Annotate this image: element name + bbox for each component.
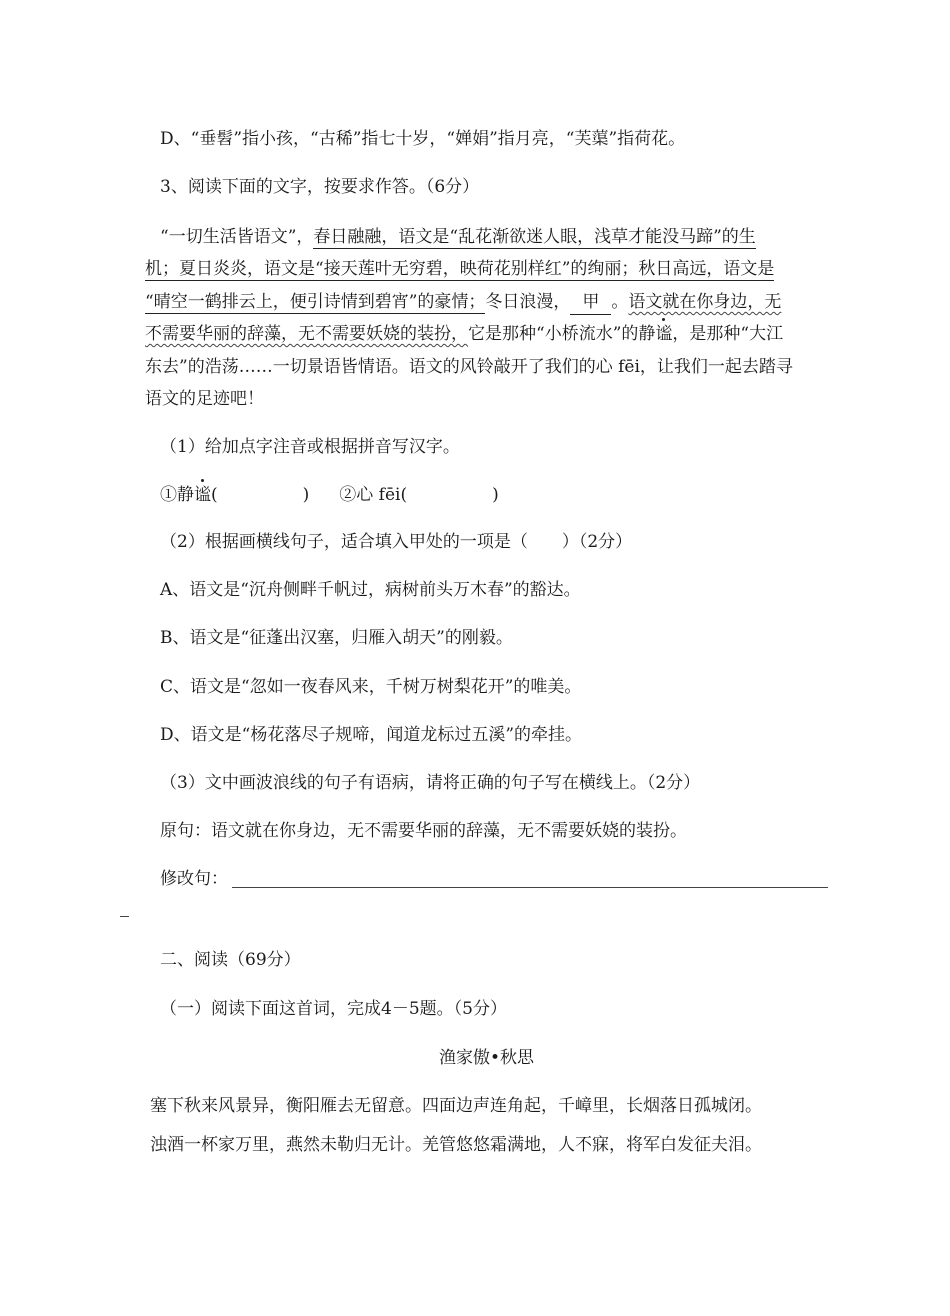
blank-jia[interactable]: 甲 — [570, 290, 611, 315]
option-d: D、语文是“杨花落尽子规啼，闻道龙标过五溪”的牵挂。 — [160, 725, 583, 745]
revised-sentence-answer-line[interactable] — [232, 887, 828, 888]
sub-question-1-prompt: （1）给加点字注音或根据拼音写汉字。 — [160, 437, 460, 457]
underlined-sentence: 春日融融，语文是“乱花渐欲迷人眼，浅草才能没马蹄”的生 — [313, 227, 756, 247]
passage-line-2 — [145, 257, 774, 281]
revised-sentence-answer-line-tail — [120, 916, 129, 917]
passage-text: 。 — [611, 292, 629, 312]
item-1-label: ①静 — [160, 485, 194, 505]
passage-line-4 — [145, 322, 783, 346]
answer-paren-1[interactable]: ( ) — [211, 485, 310, 505]
question-3-heading: 3、阅读下面的文字，按要求作答。（6分） — [160, 177, 480, 197]
original-sentence: 原句：语文就在你身边，无不需要华丽的辞藻，无不需要妖娆的装扮。 — [160, 821, 687, 841]
underlined-sentence: 机；夏日炎炎，语文是“接天莲叶无穷碧，映荷花别样红”的绚丽；秋日高远，语文是 — [145, 259, 775, 279]
item-2-label: ②心 fēi — [339, 485, 401, 505]
sub-question-2-prompt: （2）根据画横线句子，适合填入甲处的一项是（ ）（2分） — [160, 532, 633, 552]
poem-line-1: 塞下秋来风景异，衡阳雁去无留意。四面边声连角起，千嶂里，长烟落日孤城闭。 — [150, 1096, 762, 1116]
option-d-allusions: D、“垂髫”指小孩，“古稀”指七十岁，“婵娟”指月亮，“芙蕖”指荷花。 — [160, 129, 686, 149]
passage-text: 冬日浪漫， — [485, 292, 571, 312]
poem-line-2: 浊酒一杯家万里，燕然未勒归无计。羌管悠悠霜满地，人不寐，将军白发征夫泪。 — [150, 1135, 762, 1155]
dotted-character: 谧 — [655, 324, 673, 344]
part-1-heading: （一）阅读下面这首词，完成4－5题。（5分） — [160, 999, 507, 1019]
option-b: B、语文是“征蓬出汉塞，归雁入胡天”的刚毅。 — [160, 628, 513, 648]
passage-line-1 — [160, 225, 756, 249]
answer-paren-2[interactable]: ( ) — [400, 485, 499, 505]
passage-text: ，是那种“大江 — [672, 324, 784, 344]
passage-text: “一切生活皆语文”， — [160, 227, 314, 247]
option-a: A、语文是“沉舟侧畔千帆过，病树前头万木春”的豁达。 — [160, 580, 581, 600]
section-2-heading: 二、阅读（69分） — [160, 950, 301, 970]
dotted-character: 谧 — [194, 485, 211, 505]
passage-text: 它是那种“小桥流水”的静 — [468, 324, 656, 344]
passage-line-5: 东去”的浩荡……一切景语皆情语。语文的风铃敲开了我们的心 fēi，让我们一起去踏寻 — [145, 357, 793, 377]
passage-line-6: 语文的足迹吧！ — [145, 389, 264, 409]
wavy-sentence: 语文就在你身边，无 — [628, 292, 782, 312]
wavy-sentence: 不需要华丽的辞藻，无不需要妖娆的装扮， — [145, 324, 468, 344]
passage-line-3 — [145, 290, 781, 315]
revised-sentence-label: 修改句： — [160, 869, 228, 889]
sub-question-3-prompt: （3）文中画波浪线的句子有语病，请将正确的句子写在横线上。（2分） — [160, 773, 701, 793]
option-c: C、语文是“忽如一夜春风来，千树万树梨花开”的唯美。 — [160, 677, 582, 697]
poem-title: 渔家傲•秋思 — [439, 1048, 535, 1068]
underlined-sentence: “晴空一鹤排云上，便引诗情到碧宵”的豪情； — [145, 292, 486, 312]
sub-question-1-items — [160, 483, 499, 507]
